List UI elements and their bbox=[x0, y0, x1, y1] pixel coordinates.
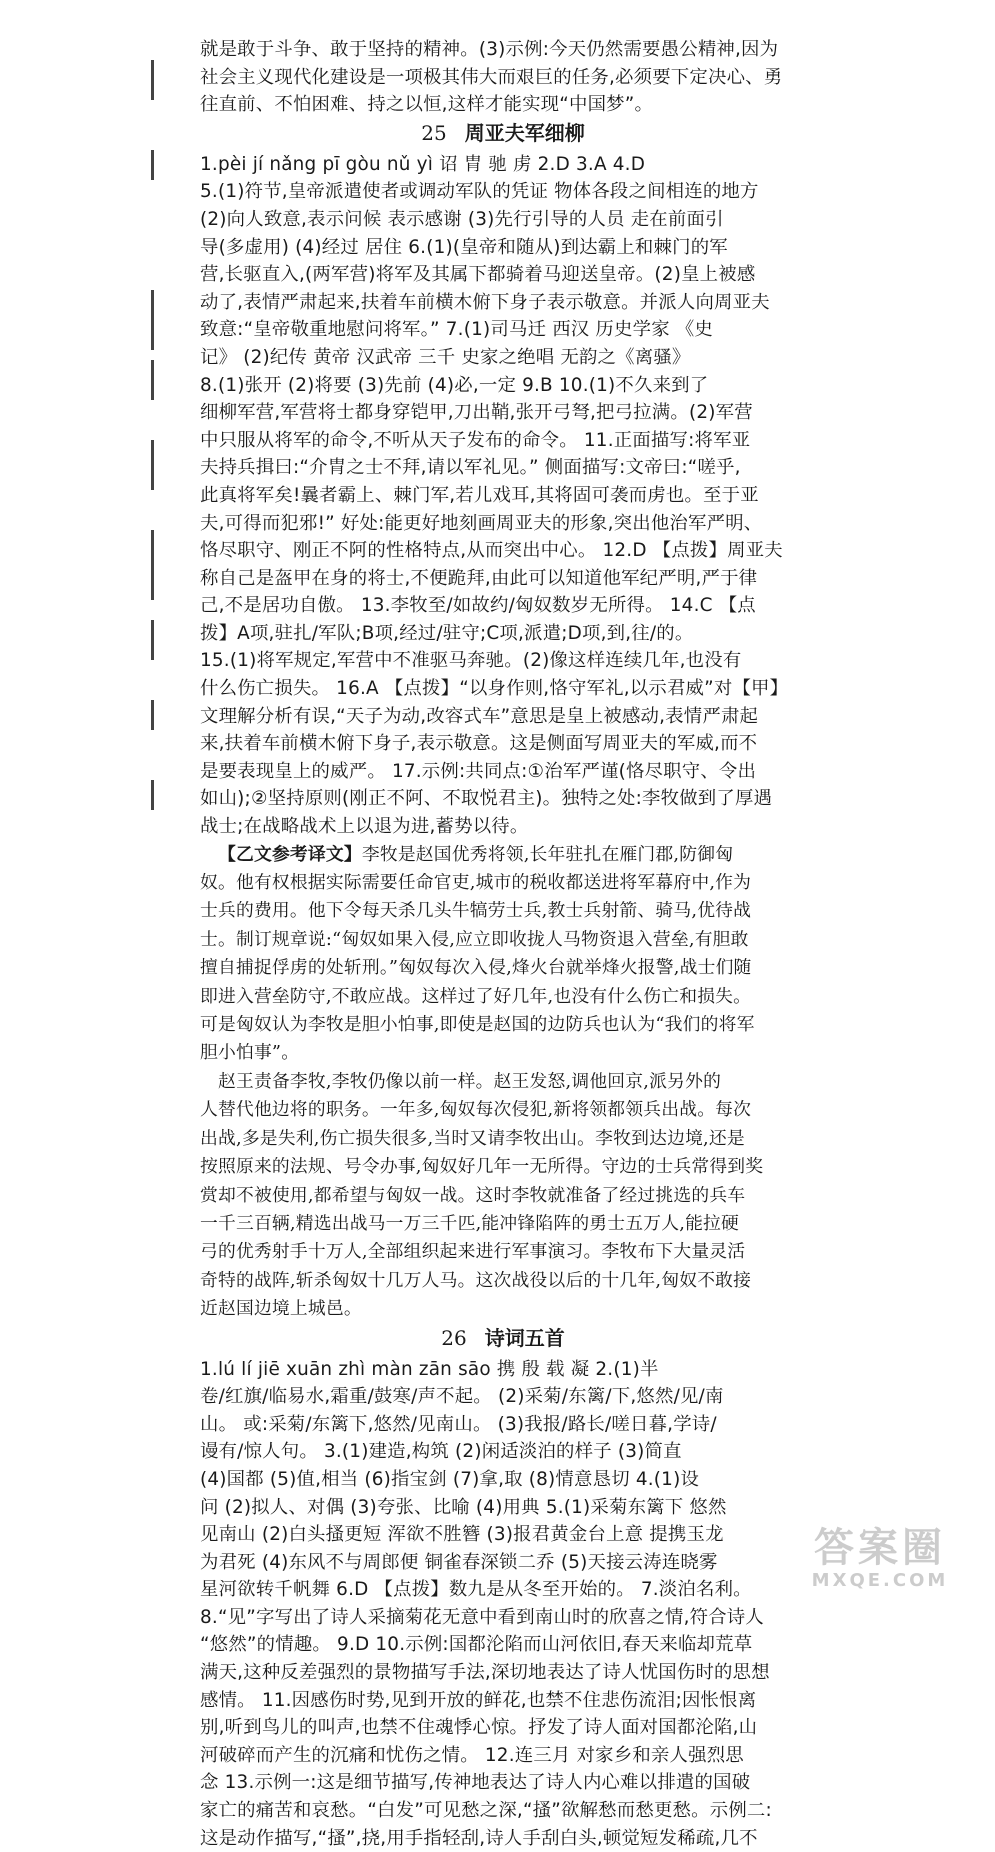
answer-line: 战士;在战略战术上以退为进,蓄势以待。 bbox=[200, 816, 529, 838]
watermark-text: 答案圈 bbox=[814, 1525, 946, 1571]
answer-line: 恪尽职守、刚正不阿的性格特点,从而突出中心。 12.D 【点拨】周亚夫 bbox=[200, 540, 783, 562]
text-line: 往直前、不怕困难、持之以恒,这样才能实现“中国梦”。 bbox=[200, 94, 654, 116]
answer-line: 什么伤亡损失。 16.A 【点拨】“以身作则,恪守军礼,以示君威”对【甲】 bbox=[200, 678, 789, 700]
answer-line: (4)国都 (5)值,相当 (6)指宝剑 (7)拿,取 (8)情意恳切 4.(1)设 bbox=[200, 1468, 700, 1490]
translation-line: 赵王责备李牧,李牧仍像以前一样。赵王发怒,调他回京,派另外的 bbox=[218, 1070, 722, 1092]
section-25-title bbox=[200, 119, 806, 147]
answer-line: (2)向人致意,表示问候 表示感谢 (3)先行引导的人员 走在前面引 bbox=[200, 208, 724, 230]
answer-line: 8.(1)张开 (2)将要 (3)先前 (4)必,一定 9.B 10.(1)不久来到了 bbox=[200, 374, 709, 396]
answer-line: 营,长驱直入,(两军营)将军及其属下都骑着马迎送皇帝。(2)皇上被感 bbox=[200, 264, 756, 286]
site-watermark-logo bbox=[775, 1526, 985, 1594]
answer-line: 星河欲转千帆舞 6.D 【点拨】数九是从冬至开始的。 7.淡泊名利。 bbox=[200, 1579, 752, 1601]
translation-line: 人替代他边将的职务。一年多,匈奴每次侵犯,新将领都领兵出战。每次 bbox=[200, 1099, 752, 1121]
answer-line: 卷/红旗/临易水,霜重/鼓寒/声不起。 (2)采菊/东篱/下,悠然/见/南 bbox=[200, 1386, 724, 1408]
answer-line: 感情。 11.因感伤时势,见到开放的鲜花,也禁不住悲伤流泪;因怅恨离 bbox=[200, 1689, 757, 1711]
answer-line: 1.lú lí jiē xuān zhì màn zān sāo 携 殷 载 凝 2.(1)半 bbox=[200, 1358, 659, 1380]
watermark-url: MXQE.COM bbox=[811, 1570, 949, 1591]
answer-line: 见南山 (2)白头搔更短 浑欲不胜簪 (3)报君黄金台上意 提携玉龙 bbox=[200, 1524, 724, 1546]
answer-line: 此真将军矣!曩者霸上、棘门军,若儿戏耳,其将固可袭而虏也。至于亚 bbox=[200, 484, 759, 506]
answer-line: 中只服从将军的命令,不听从天子发布的命令。 11.正面描写:将军亚 bbox=[200, 429, 751, 451]
text-line: 就是敢于斗争、敢于坚持的精神。(3)示例:今天仍然需要愚公精神,因为 bbox=[200, 39, 779, 60]
translation-line: 赏却不被使用,都希望与匈奴一战。这时李牧就准备了经过挑选的兵车 bbox=[200, 1184, 746, 1206]
translation-line: 奴。他有权根据实际需要任命官吏,城市的税收都送进将军幕府中,作为 bbox=[200, 872, 752, 894]
answer-line: 拨】A项,驻扎/军队;B项,经过/驻守;C项,派遣;D项,到,往/的。 bbox=[200, 622, 694, 644]
section-number: 26 bbox=[441, 1325, 467, 1350]
answer-line: 5.(1)符节,皇帝派遣使者或调动军队的凭证 物体各段之间相连的地方 bbox=[200, 181, 759, 203]
section-26-title bbox=[200, 1324, 806, 1352]
translation-line: 胆小怕事”。 bbox=[200, 1042, 300, 1064]
translation-line: 奇特的战阵,斩杀匈奴十几万人马。这次战役以后的十几年,匈奴不敢接 bbox=[200, 1269, 752, 1291]
answer-line: 文理解分析有误,“天子为动,改容式车”意思是皇上被感动,表情严肃起 bbox=[200, 705, 759, 727]
translation-line: 士。制订规章说:“匈奴如果入侵,应立即收拢人马物资退入营垒,有胆敢 bbox=[200, 928, 749, 950]
answer-line: 问 (2)拟人、对偶 (3)夸张、比喻 (4)用典 5.(1)采菊东篱下 悠然 bbox=[200, 1496, 727, 1518]
translation-line: 即进入营垒防守,不敢应战。这样过了好几年,也没有什么伤亡和损失。 bbox=[200, 985, 752, 1007]
answer-line: 河破碎而产生的沉痛和忧伤之情。 12.连三月 对家乡和亲人强烈思 bbox=[200, 1744, 744, 1766]
answer-line: 如山);②坚持原则(刚正不阿、不取悦君主)。独特之处:李牧做到了厚遇 bbox=[200, 788, 773, 810]
translation-line: 出战,多是失利,伤亡损失很多,当时又请李牧出山。李牧到达边境,还是 bbox=[200, 1127, 745, 1149]
translation-line: 【乙文参考译文】李牧是赵国优秀将领,长年驻扎在雁门郡,防御匈 bbox=[218, 843, 734, 865]
answer-line: 是要表现皇上的威严。 17.示例:共同点:①治军严谨(恪尽职守、令出 bbox=[200, 760, 757, 782]
answer-line: 这是动作描写,“搔”,挠,用手指轻刮,诗人手刮白头,顿觉短发稀疏,几不 bbox=[200, 1827, 758, 1849]
answer-line: 夫持兵揖曰:“介胄之士不拜,请以军礼见。” 侧面描写:文帝曰:“嗟乎, bbox=[200, 457, 741, 479]
section-number: 25 bbox=[421, 120, 447, 145]
translation-line: 弓的优秀射手十万人,全部组织起来进行军事演习。李牧布下大量灵活 bbox=[200, 1241, 746, 1263]
section-24-tail bbox=[200, 36, 806, 119]
translation-line: 士兵的费用。他下令每天杀几头牛犒劳士兵,教士兵射箭、骑马,优待战 bbox=[200, 900, 752, 922]
answer-line: 家亡的痛苦和哀愁。“白发”可见愁之深,“搔”欲解愁而愁更愁。示例二: bbox=[200, 1800, 772, 1822]
translation-line: 近赵国边境上城邑。 bbox=[200, 1298, 362, 1320]
answer-line: 导(多虚用) (4)经过 居住 6.(1)(皇帝和随从)到达霸上和棘门的军 bbox=[200, 236, 728, 258]
answer-line: 满天,这种反差强烈的景物描写手法,深切地表达了诗人忧国伤时的思想 bbox=[200, 1662, 770, 1684]
binding-edge-marks bbox=[148, 60, 162, 960]
answer-line: 细柳军营,军营将士都身穿铠甲,刀出鞘,张开弓弩,把弓拉满。(2)军营 bbox=[200, 402, 753, 424]
answer-line: 别,听到鸟儿的叫声,也禁不住魂悸心惊。抒发了诗人面对国都沦陷,山 bbox=[200, 1717, 758, 1739]
answer-line: 8.“见”字写出了诗人采摘菊花无意中看到南山时的欣喜之情,符合诗人 bbox=[200, 1606, 764, 1628]
answer-line: 动了,表情严肃起来,扶着车前横木俯下身子表示敬意。并派人向周亚夫 bbox=[200, 291, 770, 313]
answer-line: 致意:“皇帝敬重地慰问将军。” 7.(1)司马迁 西汉 历史学家 《史 bbox=[200, 319, 714, 341]
translation-line: 擅自捕捉俘虏的处斩刑。”匈奴每次入侵,烽火台就举烽火报警,战士们随 bbox=[200, 957, 752, 979]
answer-line: 夫,可得而犯邪!” 好处:能更好地刻画周亚夫的形象,突出他治军严明、 bbox=[200, 512, 763, 534]
section-title-text: 周亚夫军细柳 bbox=[464, 120, 585, 145]
answer-line: 称自己是盔甲在身的将士,不便跪拜,由此可以知道他军纪严明,严于律 bbox=[200, 567, 758, 589]
answer-line: 记》 (2)纪传 黄帝 汉武帝 三千 史家之绝唱 无韵之《离骚》 bbox=[200, 346, 691, 368]
section-title-text: 诗词五首 bbox=[484, 1325, 565, 1350]
answer-line: 己,不是居功自傲。 13.李牧至/如故约/匈奴数岁无所得。 14.C 【点 bbox=[200, 595, 756, 617]
section-25-answers bbox=[200, 151, 806, 841]
answer-line: 来,扶着车前横木俯下身子,表示敬意。这是侧面写周亚夫的军威,而不 bbox=[200, 733, 758, 755]
answer-line: 1.pèi jí nǎng pī gòu nǔ yì 诏 胄 驰 虏 2.D 3.A 4.D bbox=[200, 153, 646, 175]
answer-line: 15.(1)将军规定,军营中不准驱马奔驰。(2)像这样连续几年,也没有 bbox=[200, 650, 742, 672]
answer-line: 谩有/惊人句。 3.(1)建造,构筑 (2)闲适淡泊的样子 (3)简直 bbox=[200, 1441, 682, 1463]
translation-label: 【乙文参考译文】 bbox=[218, 843, 362, 865]
answer-line: 为君死 (4)东风不与周郎便 铜雀春深锁二乔 (5)天接云涛连晓雾 bbox=[200, 1551, 718, 1573]
translation-line: 按照原来的法规、号令办事,匈奴好几年一无所得。守边的士兵常得到奖 bbox=[200, 1156, 764, 1178]
answer-line: 山。 或:采菊/东篱下,悠然/见南山。 (3)我报/路长/嗟日暮,学诗/ bbox=[200, 1413, 717, 1435]
answer-line: “悠然”的情趣。 9.D 10.示例:国都沦陷而山河依旧,春天来临却荒草 bbox=[200, 1634, 753, 1656]
answer-line: 念 13.示例一:这是细节描写,传神地表达了诗人内心难以排遣的国破 bbox=[200, 1772, 751, 1794]
answer-page bbox=[200, 36, 806, 1852]
translation-block bbox=[200, 841, 806, 1324]
translation-line: 可是匈奴认为李牧是胆小怕事,即使是赵国的边防兵也认为“我们的将军 bbox=[200, 1014, 755, 1036]
translation-line: 一千三百辆,精选出战马一万三千匹,能冲锋陷阵的勇士五万人,能拉硬 bbox=[200, 1212, 740, 1234]
section-26-answers bbox=[200, 1356, 806, 1852]
text-line: 社会主义现代化建设是一项极其伟大而艰巨的任务,必须要下定决心、勇 bbox=[200, 66, 783, 88]
